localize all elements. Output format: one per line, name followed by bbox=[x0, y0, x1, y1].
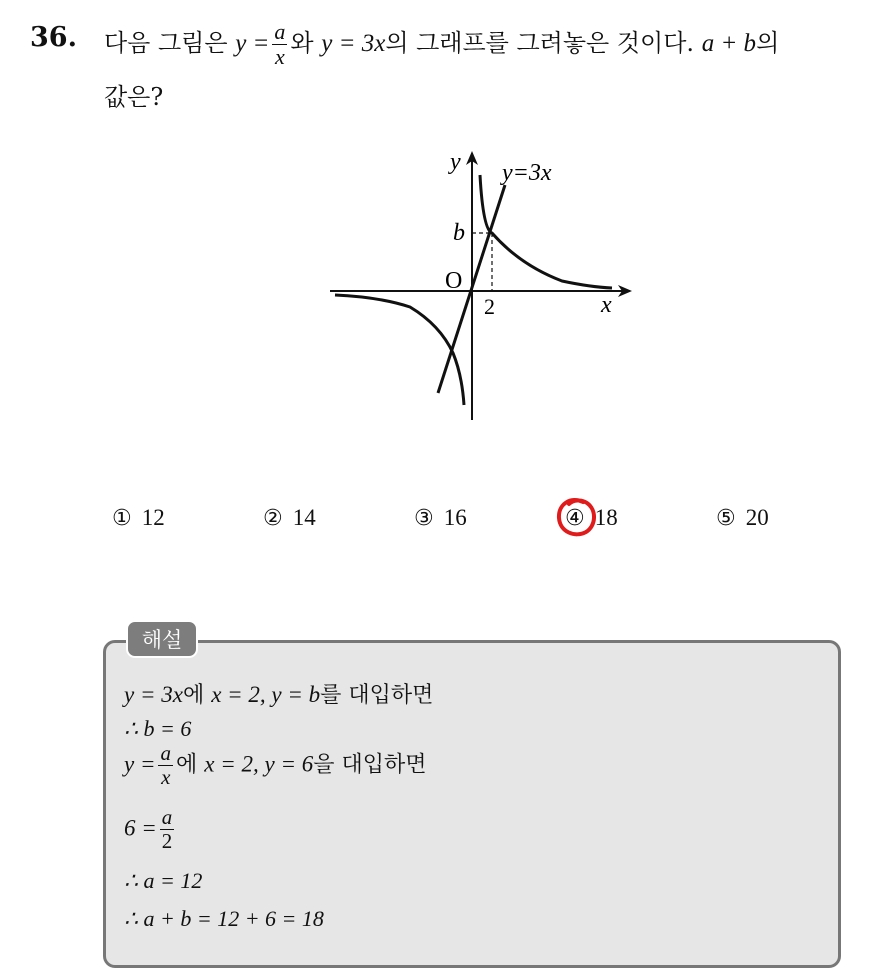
stem-eq-line: y = 3x bbox=[321, 30, 386, 57]
stem-text-2: 와 bbox=[290, 29, 314, 57]
question-stem-line-2: 값은? bbox=[104, 83, 164, 111]
choice-4-mark: ④ bbox=[565, 506, 585, 531]
choice-1-value: 12 bbox=[141, 505, 165, 530]
sol1-eq: y = 3x bbox=[124, 682, 183, 707]
sol3-lhs: y = bbox=[124, 751, 156, 777]
sol3-fraction bbox=[158, 742, 173, 789]
b-label: b bbox=[453, 220, 465, 246]
question-stem-line-1 bbox=[104, 20, 779, 69]
sol4-denominator: 2 bbox=[161, 829, 173, 853]
line-label: y=3x bbox=[502, 160, 552, 186]
sol3-text-1: 에 bbox=[175, 752, 198, 778]
choice-3-mark: ③ bbox=[414, 506, 434, 531]
solution-line-1 bbox=[124, 678, 433, 709]
stem-expression: a + b bbox=[701, 30, 757, 57]
stem-eq-hyperbola-lhs: y = bbox=[235, 30, 270, 57]
sol3-denominator: x bbox=[161, 765, 171, 789]
stem-fraction-denominator: x bbox=[275, 44, 285, 69]
hyperbola-branch-positive bbox=[480, 175, 612, 288]
choice-2-mark: ② bbox=[263, 506, 283, 531]
choice-5-value: 20 bbox=[745, 505, 769, 530]
x-axis-label: x bbox=[601, 292, 612, 318]
graph-figure bbox=[320, 145, 650, 435]
sol4-numerator: a bbox=[161, 805, 173, 829]
choice-5[interactable] bbox=[716, 505, 769, 531]
question-number: 36. bbox=[30, 22, 77, 53]
stem-text-3: 의 그래프를 그려놓은 것이다. bbox=[385, 29, 695, 57]
sol1-text-2: 를 대입하면 bbox=[320, 683, 434, 708]
choice-1[interactable] bbox=[112, 505, 165, 531]
hyperbola-branch-negative bbox=[335, 295, 464, 405]
solution-line-2: ∴ b = 6 bbox=[124, 716, 192, 741]
origin-label: O bbox=[445, 268, 463, 294]
sol4-fraction bbox=[160, 806, 175, 853]
choice-5-mark: ⑤ bbox=[716, 506, 736, 531]
choice-2[interactable] bbox=[263, 505, 316, 531]
stem-text-1: 다음 그림은 bbox=[104, 29, 228, 57]
choice-4-value: 18 bbox=[594, 505, 618, 530]
selected-answer-circle bbox=[553, 494, 601, 542]
sol3-eq-2: x = 2, y = 6 bbox=[204, 751, 314, 777]
solution-line-4 bbox=[124, 806, 177, 853]
sol1-text-1: 에 bbox=[182, 683, 205, 708]
solution-line-5: ∴ a = 12 bbox=[124, 868, 203, 893]
sol1-eq-2: x = 2, y = b bbox=[211, 682, 321, 707]
choice-1-mark: ① bbox=[112, 506, 132, 531]
choice-3[interactable] bbox=[414, 505, 467, 531]
sol3-numerator: a bbox=[160, 741, 171, 765]
stem-text-4: 의 bbox=[756, 29, 780, 57]
stem-fraction-numerator: a bbox=[274, 19, 286, 44]
y-axis-label: y bbox=[450, 149, 461, 175]
sol3-text-2: 을 대입하면 bbox=[313, 752, 427, 778]
two-label: 2 bbox=[484, 294, 495, 319]
sol4-lhs: 6 = bbox=[124, 815, 157, 841]
solution-line-3 bbox=[124, 742, 426, 789]
solution-tab: 해설 bbox=[126, 620, 198, 658]
choice-2-value: 14 bbox=[292, 505, 316, 530]
solution-line-6: ∴ a + b = 12 + 6 = 18 bbox=[124, 906, 324, 931]
choice-3-value: 16 bbox=[443, 505, 467, 530]
stem-fraction bbox=[272, 20, 287, 69]
